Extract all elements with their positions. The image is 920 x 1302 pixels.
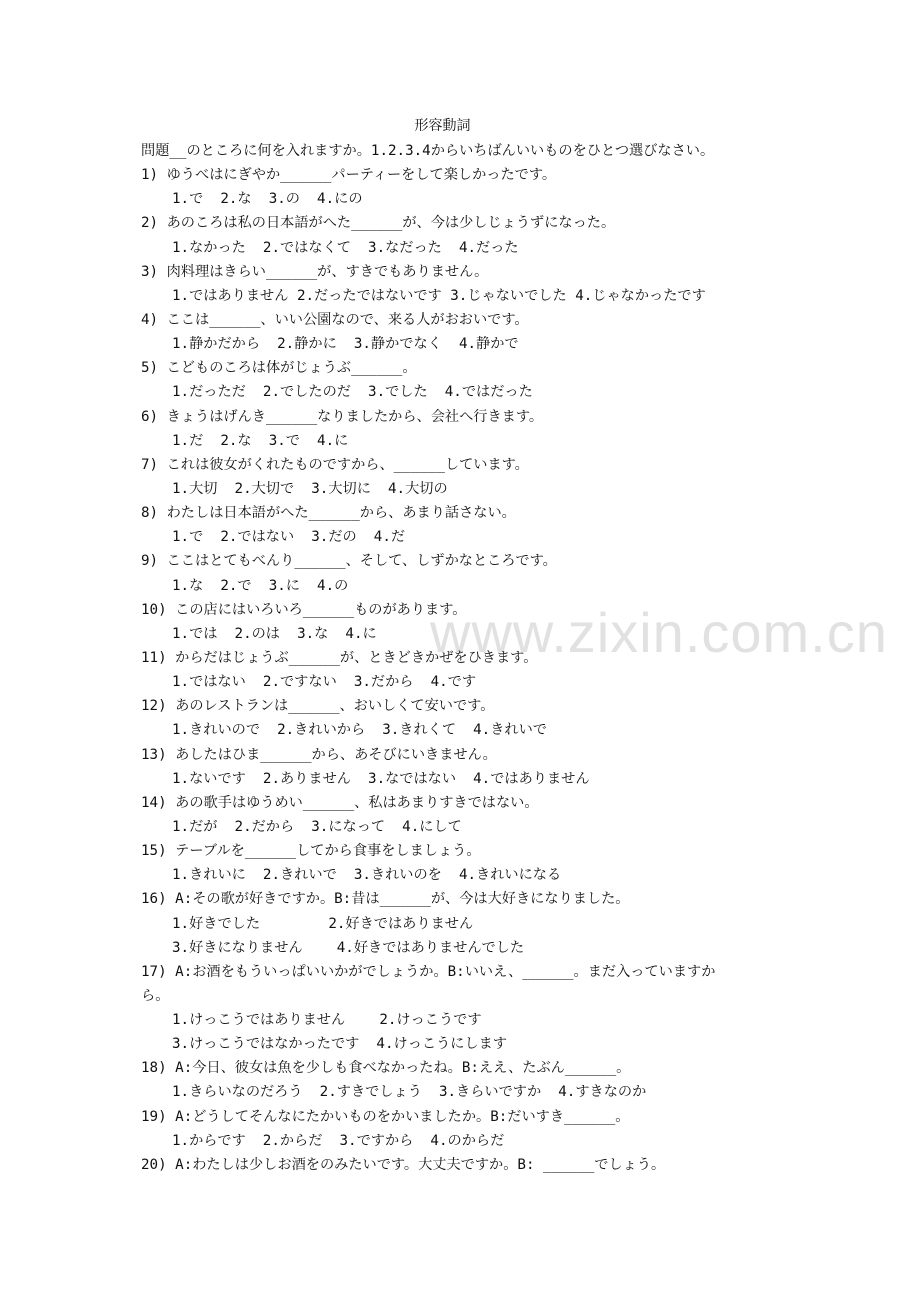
options-line: 1.静かだから 2.静かに 3.静かでなく 4.静かで (172, 336, 519, 353)
question-line: 3) 肉料理はきらい______が、すきでもありません。 (141, 263, 489, 280)
document-title: 形容動詞 (414, 118, 471, 134)
options-line: 1.なかった 2.ではなくて 3.なだった 4.だった (172, 239, 519, 256)
instruction-text: 問題__のところに何を入れますか。1.2.3.4からいちばんいいものをひとつ選びなさい。 (141, 143, 715, 159)
options-line: 3.好きになりません 4.好きではありませんでした (172, 939, 525, 956)
options-line: 1.な 2.で 3.に 4.の (172, 577, 349, 594)
options-line: 1.ないです 2.ありません 3.なではない 4.ではありません (172, 770, 590, 787)
question-line: 2) あのころは私の日本語がへた______が、今は少しじょうずになった。 (141, 215, 616, 232)
question-list (141, 139, 791, 1177)
options-line: 1.きらいなのだろう 2.すきでしょう 3.きらいですか 4.すきなのか (172, 1084, 647, 1101)
question-line: 1) ゆうべはにぎやか______パーティーをして楽しかったです。 (141, 167, 557, 184)
options-line: 1.からです 2.からだ 3.ですから 4.のからだ (172, 1132, 505, 1149)
options-line: 1.で 2.ではない 3.だの 4.だ (172, 529, 406, 546)
question-line: 6) きょうはげんき______なりましたから、会社へ行きます。 (141, 408, 544, 425)
question-line: 9) ここはとてもべんり______、そして、しずかなところです。 (141, 553, 557, 570)
question-line: 10) この店にはいろいろ______ものがあります。 (141, 601, 467, 618)
options-line: 1.で 2.な 3.の 4.にの (172, 191, 363, 208)
options-line: 1.ではない 2.ですない 3.だから 4.です (172, 674, 477, 691)
question-line: 4) ここは______、いい公園なので、来る人がおおいです。 (141, 311, 529, 328)
question-line: 17) A:お酒をもういっぱいいかがでしょうか。B:いいえ、______。まだ入っていますか (141, 963, 716, 980)
question-line: 14) あの歌手はゆうめい______、私はあまりすきではない。 (141, 794, 539, 811)
options-line: 1.きれいので 2.きれいから 3.きれくて 4.きれいで (172, 722, 547, 739)
options-line: 1.だ 2.な 3.で 4.に (172, 432, 349, 449)
question-line: 18) A:今日、彼女は魚を少しも食べなかったね。B:ええ、たぶん______。 (141, 1060, 631, 1077)
question-line: 7) これは彼女がくれたものですから、______しています。 (141, 456, 529, 473)
question-line: 16) A:その歌が好きですか。B:昔は______が、今は大好きになりました。 (141, 891, 630, 908)
question-line: 12) あのレストランは______、おいしくて安いです。 (141, 698, 495, 715)
options-line: 1.だっただ 2.でしたのだ 3.でした 4.ではだった (172, 384, 533, 401)
question-line: 11) からだはじょうぶ______が、ときどきかぜをひきます。 (141, 649, 538, 666)
question-line: 15) テーブルを______してから食事をしましょう。 (141, 843, 481, 860)
question-line: 5) こどものころは体がじょうぶ______。 (141, 360, 417, 377)
options-line: 3.けっこうではなかったです 4.けっこうにします (172, 1036, 508, 1053)
question-line: ら。 (141, 987, 170, 1004)
options-line: 1.大切 2.大切で 3.大切に 4.大切の (172, 480, 448, 497)
watermark: www.zixin.com.cn (430, 601, 888, 664)
question-line: 20) A:わたしは少しお酒をのみたいです。大丈夫ですか。B: ______でしょう。 (141, 1156, 666, 1173)
question-line: 13) あしたはひま______から、あそびにいきません。 (141, 746, 497, 763)
options-line: 1.では 2.のは 3.な 4.に (172, 625, 377, 642)
options-line: 1.だが 2.だから 3.になって 4.にして (172, 818, 462, 835)
options-line: 1.きれいに 2.きれいで 3.きれいのを 4.きれいになる (172, 867, 562, 884)
options-line: 1.けっこうではありません 2.けっこうです (172, 1012, 482, 1029)
options-line: 1.ではありません 2.だったではないです 3.じゃないでした 4.じゃなかったです (172, 287, 706, 304)
options-line: 1.好きでした 2.好きではありません (172, 915, 474, 932)
question-line: 8) わたしは日本語がへた______から、あまり話さない。 (141, 505, 516, 522)
question-line: 19) A:どうしてそんなにたかいものをかいましたか。B:だいすき______。 (141, 1108, 630, 1125)
